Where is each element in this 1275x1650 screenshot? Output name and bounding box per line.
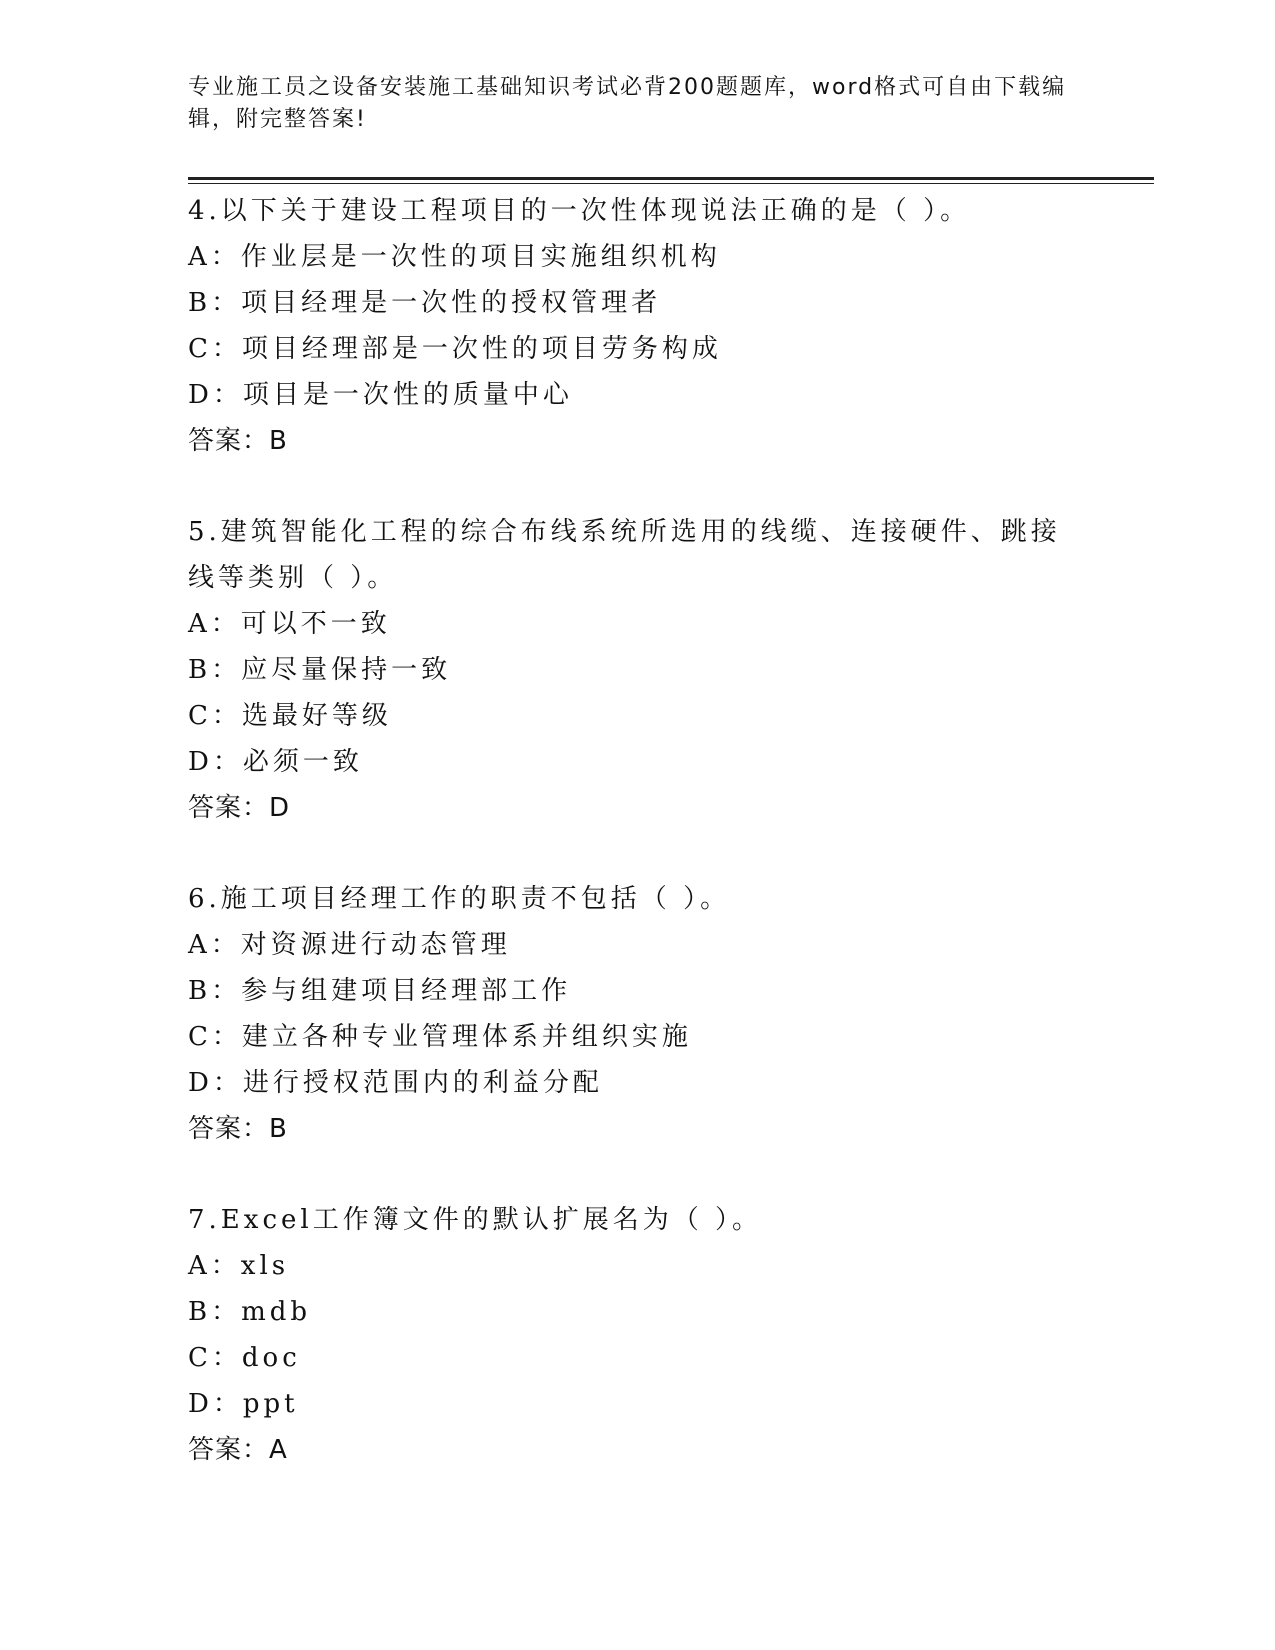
option-c: C：项目经理部是一次性的项目劳务构成 [188, 334, 722, 364]
answer-line: 答案：A [188, 1435, 288, 1465]
question-stem: 6.施工项目经理工作的职责不包括（ ）。 [188, 884, 731, 914]
question-stem: 4.以下关于建设工程项目的一次性体现说法正确的是（ ）。 [188, 196, 971, 226]
option-c: C：选最好等级 [188, 701, 392, 731]
option-a: A：作业层是一次性的项目实施组织机构 [188, 242, 721, 272]
option-d: D：ppt [188, 1389, 299, 1419]
header-divider-thin [188, 183, 1154, 184]
question-5 [188, 509, 1088, 831]
question-stem: 5.建筑智能化工程的综合布线系统所选用的线缆、连接硬件、跳接线等类别（ ）。 [188, 517, 1061, 593]
question-4 [188, 188, 1088, 464]
document-title: 专业施工员之设备安装施工基础知识考试必背200题题库，word格式可自由下载编辑，附完整答案! [188, 75, 1067, 132]
option-b: B：项目经理是一次性的授权管理者 [188, 288, 662, 318]
option-a: A：对资源进行动态管理 [188, 930, 511, 960]
answer-line: 答案：B [188, 426, 288, 456]
header-divider-thick [188, 177, 1154, 180]
option-c: C：建立各种专业管理体系并组织实施 [188, 1022, 692, 1052]
question-stem: 7.Excel工作簿文件的默认扩展名为（ ）。 [188, 1205, 762, 1235]
option-c: C：doc [188, 1343, 301, 1373]
question-list [188, 188, 1088, 1518]
option-b: B：参与组建项目经理部工作 [188, 976, 572, 1006]
option-b: B：应尽量保持一致 [188, 655, 452, 685]
question-7 [188, 1197, 1088, 1473]
option-a: A：可以不一致 [188, 609, 391, 639]
option-d: D：进行授权范围内的利益分配 [188, 1068, 603, 1098]
answer-line: 答案：B [188, 1114, 288, 1144]
question-6 [188, 876, 1088, 1152]
answer-line: 答案：D [188, 793, 291, 823]
option-a: A：xls [188, 1251, 290, 1281]
option-d: D：项目是一次性的质量中心 [188, 380, 573, 410]
option-b: B：mdb [188, 1297, 312, 1327]
option-d: D：必须一致 [188, 747, 363, 777]
